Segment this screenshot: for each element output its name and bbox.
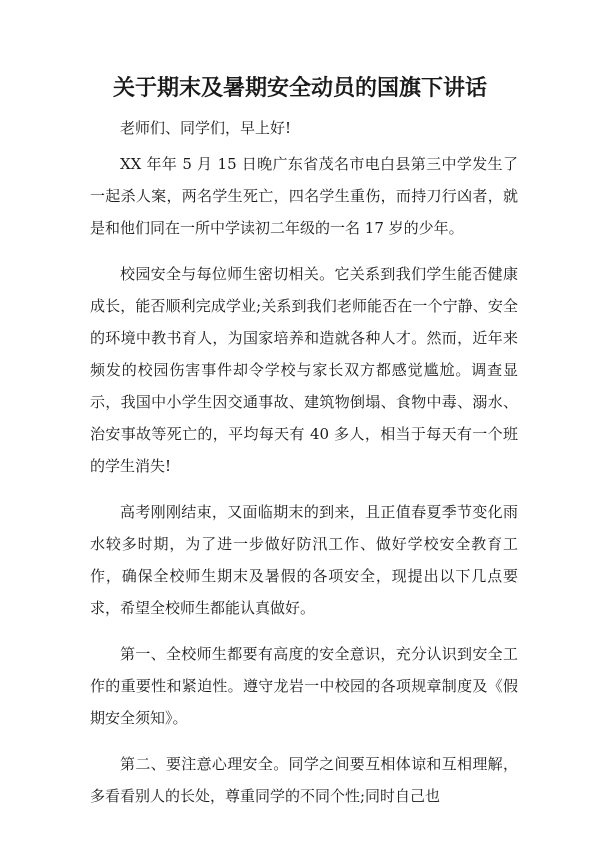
document-title: 关于期末及暑期安全动员的国旗下讲话 bbox=[112, 75, 487, 101]
campus-safety-paragraph: 校园安全与每位师生密切相关。它关系到我们学生能否健康成长，能否顺利完成学业;关系到我们老师能否在一个宁静、安全的环境中教书育人，为国家培养和造就各种人才。然而，近年来频发的校园伤害事件却令学校与家长双方都感觉尴尬。调查显示，我国中小学生因交通事故、建筑物倒塌、食物中毒、溺水、治安事故等死亡的，平均每天有 40 多人，相当于每天有一个班的学生消失! bbox=[90, 265, 518, 475]
exam-period-paragraph: 高考刚刚结束，又面临期末的到来，且正值春夏季节变化雨水较多时期，为了进一步做好防汛工作、做好学校安全教育工作，确保全校师生期末及暑假的各项安全，现提出以下几点要求，希望全校师生都能认真做好。 bbox=[90, 503, 518, 617]
incident-paragraph: XX 年年 5 月 15 日晚广东省茂名市电白县第三中学发生了一起杀人案，两名学生死亡，四名学生重伤，而持刀行凶者，就是和他们同在一所中学读初二年级的一名 17 岁的少年。 bbox=[90, 155, 518, 237]
requirement-two-paragraph: 第二、要注意心理安全。同学之间要互相体谅和互相理解，多看看别人的长处，尊重同学的不同个性;同时自己也 bbox=[90, 755, 518, 805]
document-body bbox=[90, 112, 518, 826]
requirement-one-paragraph: 第一、全校师生都要有高度的安全意识，充分认识到安全工作的重要性和紧迫性。遵守龙岩一中校园的各项规章制度及《假期安全须知》。 bbox=[90, 645, 518, 727]
greeting-paragraph: 老师们、同学们，早上好! bbox=[120, 119, 292, 137]
